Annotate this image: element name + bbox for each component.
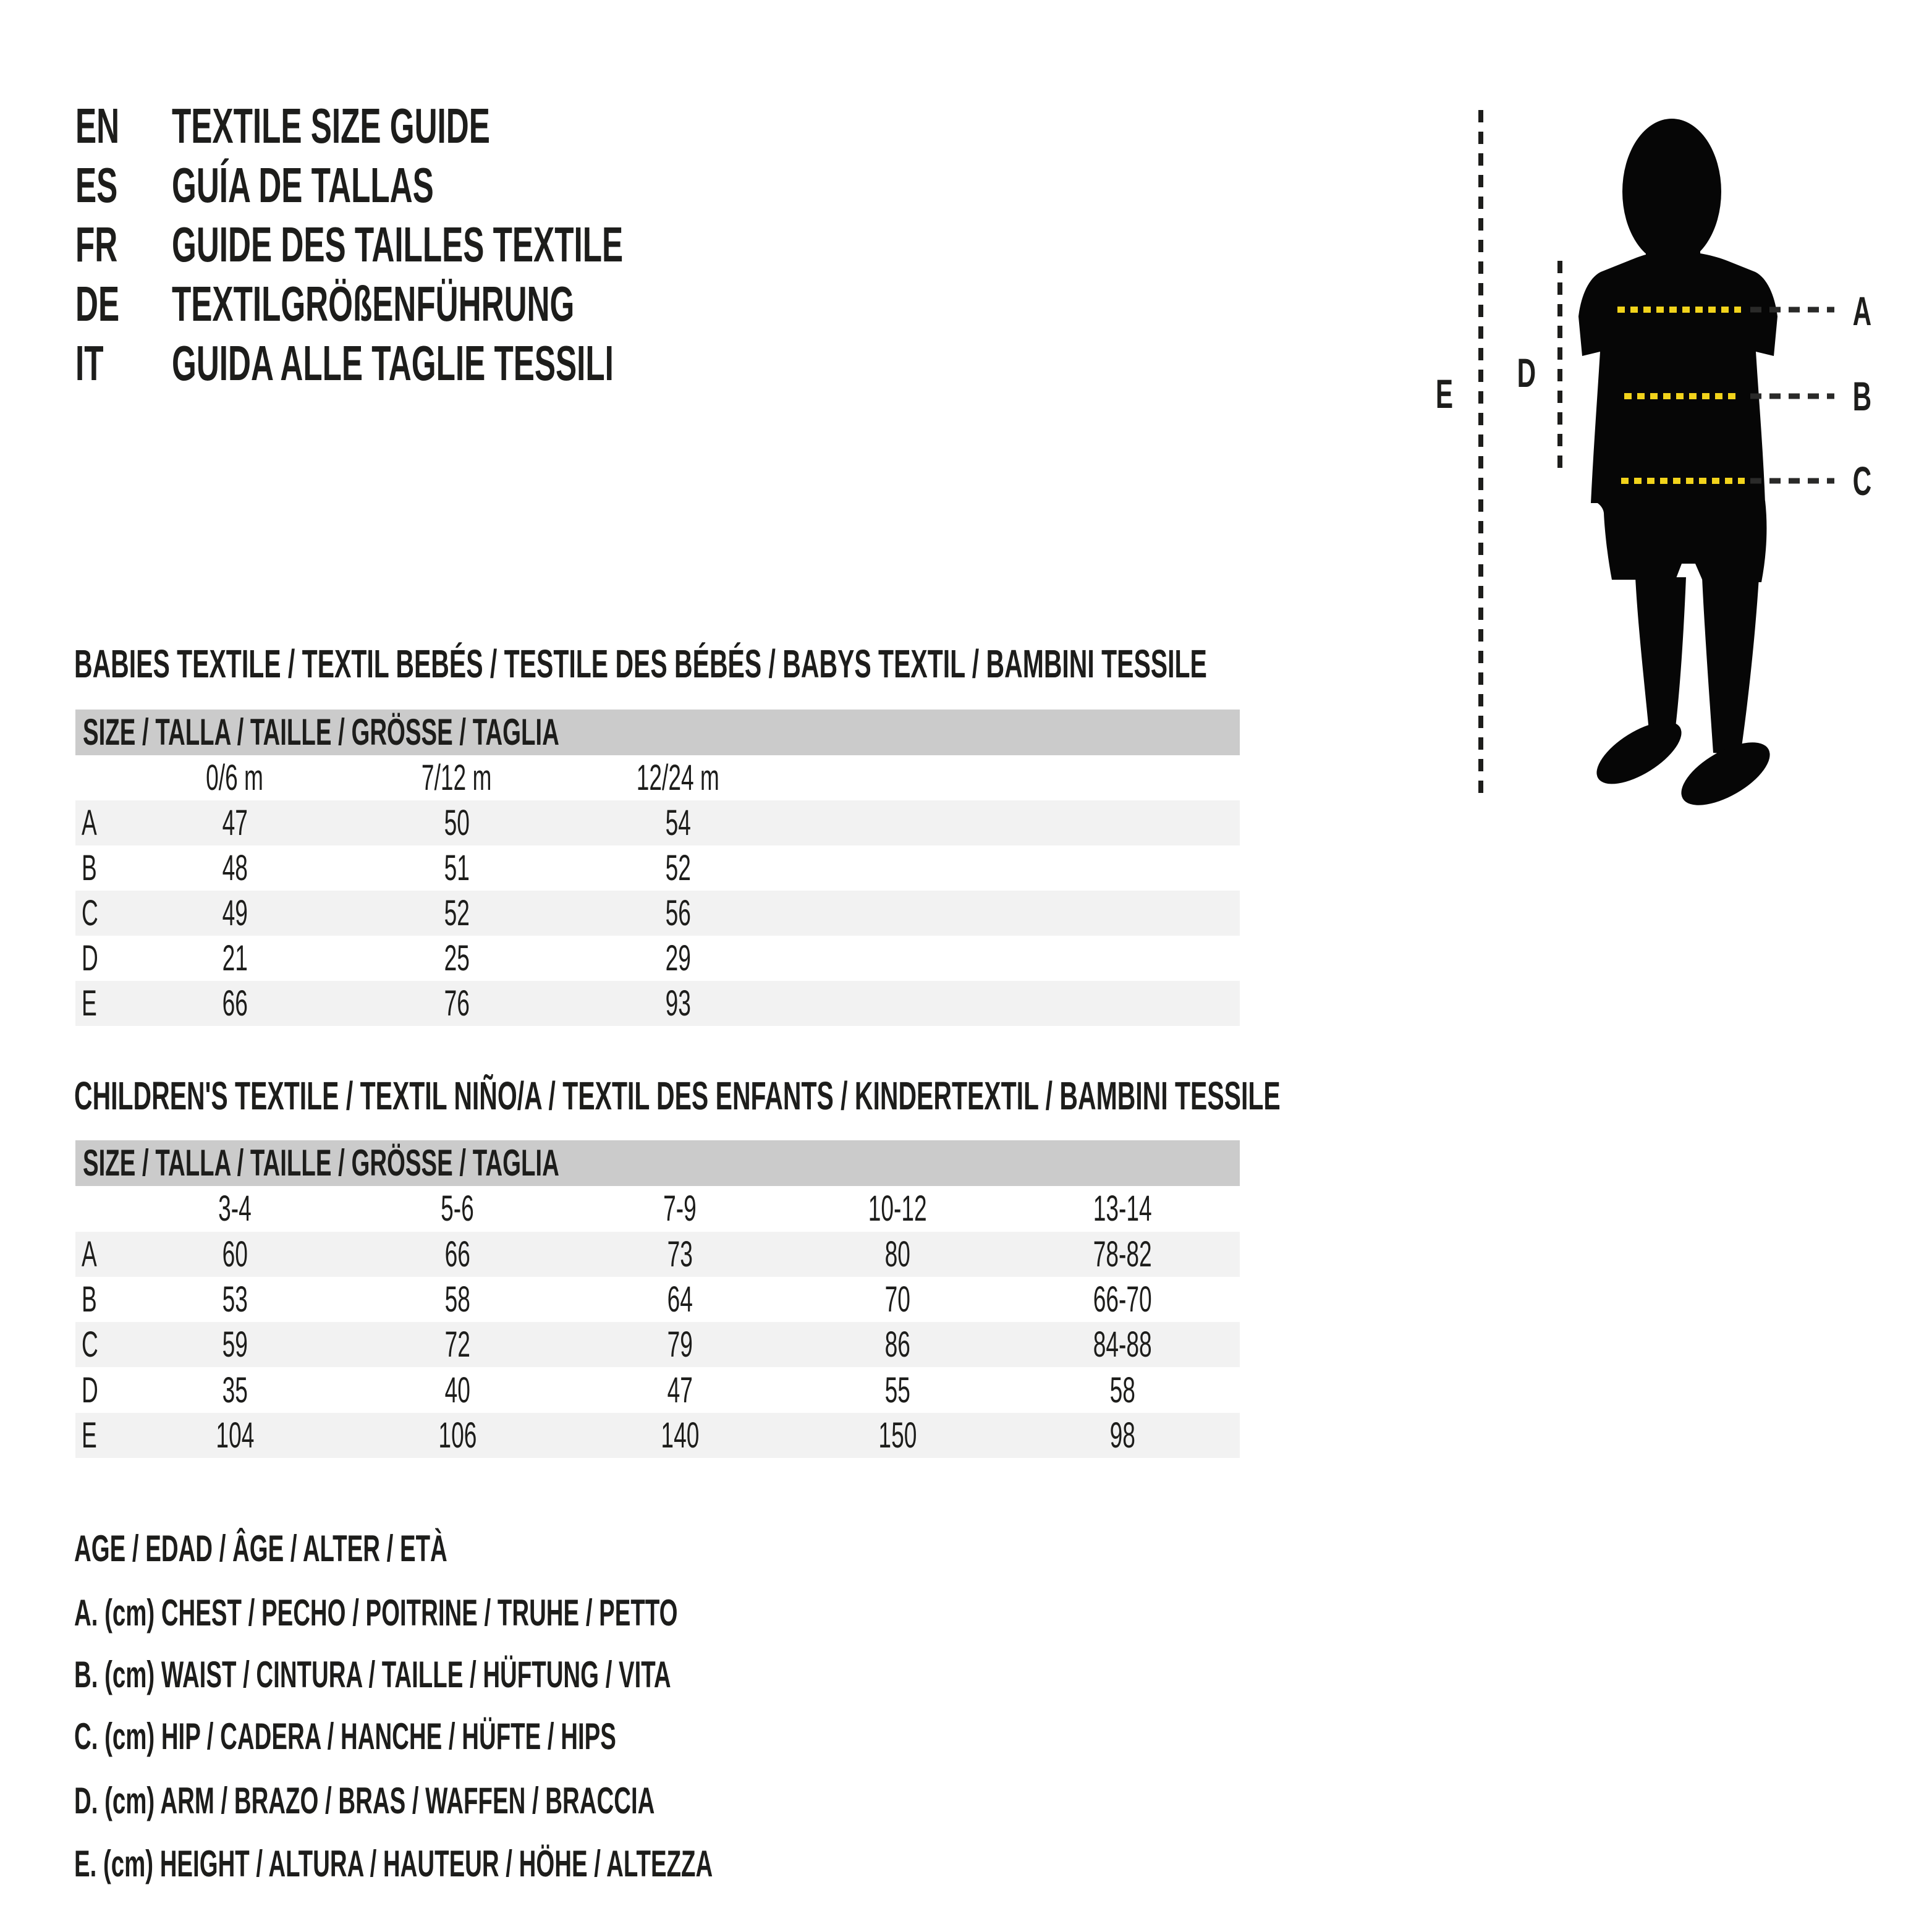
table-cell: 60 — [222, 1234, 248, 1274]
row-label: C — [82, 893, 98, 933]
measure-label-e: E — [1435, 371, 1454, 417]
row-label: A — [82, 1234, 97, 1274]
table-cell: 86 — [884, 1324, 910, 1365]
children-size-header-text: SIZE / TALLA / TAILLE / GRÖSSE / TAGLIA — [83, 1142, 559, 1184]
table-cell: 66-70 — [1093, 1279, 1152, 1320]
table-cell: 29 — [665, 938, 691, 978]
table-cell: 35 — [222, 1370, 248, 1410]
table-cell: 66 — [444, 1234, 470, 1274]
measure-label-a: A — [1852, 288, 1872, 334]
babies-size-header-text: SIZE / TALLA / TAILLE / GRÖSSE / TAGLIA — [83, 711, 559, 753]
column-header: 7/12 m — [422, 758, 492, 798]
table-cell: 58 — [1109, 1370, 1135, 1410]
table-cell: 70 — [884, 1279, 910, 1320]
row-label: B — [82, 848, 97, 888]
row-label: E — [82, 983, 97, 1023]
babies-column-header-row — [75, 755, 1240, 800]
lang-title-text: TEXTILGRÖßENFÜHRUNG — [172, 276, 575, 331]
row-label: A — [82, 803, 97, 843]
column-header: 0/6 m — [206, 758, 264, 798]
legend-line-arm: D. (cm) ARM / BRAZO / BRAS / WAFFEN / BRACCIA — [74, 1780, 655, 1821]
measure-label-d: D — [1517, 350, 1536, 396]
table-cell: 80 — [884, 1234, 910, 1274]
table-cell: 48 — [222, 848, 248, 888]
table-cell: 52 — [444, 893, 470, 933]
babies-row-b — [75, 845, 1240, 891]
table-cell: 106 — [438, 1415, 477, 1455]
lang-code-label: ES — [75, 158, 118, 213]
table-cell: 150 — [878, 1415, 917, 1455]
table-cell: 52 — [665, 848, 691, 888]
children-row-b — [75, 1277, 1240, 1322]
table-cell: 78-82 — [1093, 1234, 1152, 1274]
table-cell: 47 — [222, 803, 248, 843]
children-row-a — [75, 1232, 1240, 1277]
table-cell: 54 — [665, 803, 691, 843]
column-header: 7-9 — [663, 1188, 697, 1229]
lang-code-label: DE — [75, 276, 120, 331]
measurement-diagram — [1409, 105, 1932, 810]
lang-title-text: GUIDE DES TAILLES TEXTILE — [172, 217, 624, 272]
legend-line-waist: B. (cm) WAIST / CINTURA / TAILLE / HÜFTUNG / VITA — [74, 1654, 671, 1695]
babies-row-c — [75, 891, 1240, 936]
children-row-c — [75, 1322, 1240, 1367]
column-header: 12/24 m — [636, 758, 720, 798]
legend-line-height: E. (cm) HEIGHT / ALTURA / HAUTEUR / HÖHE / ALTEZZA — [74, 1843, 713, 1884]
table-cell: 58 — [444, 1279, 470, 1320]
children-row-d — [75, 1368, 1240, 1413]
column-header: 13-14 — [1093, 1188, 1152, 1229]
measure-label-b: B — [1852, 373, 1872, 419]
table-cell: 140 — [661, 1415, 699, 1455]
table-cell: 49 — [222, 893, 248, 933]
children-section-title: CHILDREN'S TEXTILE / TEXTIL NIÑO/A / TEXTIL DES ENFANTS / KINDERTEXTIL / BAMBINI TESSILE — [74, 1074, 1281, 1118]
table-cell: 64 — [667, 1279, 693, 1320]
table-cell: 98 — [1109, 1415, 1135, 1455]
table-cell: 59 — [222, 1324, 248, 1365]
table-cell: 76 — [444, 983, 470, 1023]
table-cell: 55 — [884, 1370, 910, 1410]
lang-code-label: FR — [75, 217, 118, 272]
table-cell: 73 — [667, 1234, 693, 1274]
lang-title-text: GUIDA ALLE TAGLIE TESSILI — [172, 336, 614, 391]
table-cell: 79 — [667, 1324, 693, 1365]
lang-code-label: IT — [75, 336, 104, 391]
table-cell: 104 — [216, 1415, 254, 1455]
lang-code-label: EN — [75, 98, 120, 153]
table-cell: 56 — [665, 893, 691, 933]
legend-line-age: AGE / EDAD / ÂGE / ALTER / ETÀ — [74, 1528, 447, 1569]
row-label: B — [82, 1279, 97, 1320]
table-cell: 53 — [222, 1279, 248, 1320]
table-cell: 93 — [665, 983, 691, 1023]
table-cell: 47 — [667, 1370, 693, 1410]
children-size-header-bar — [75, 1140, 1240, 1186]
table-cell: 72 — [444, 1324, 470, 1365]
babies-row-a — [75, 800, 1240, 845]
legend-line-chest: A. (cm) CHEST / PECHO / POITRINE / TRUHE / PETTO — [74, 1592, 678, 1633]
table-cell: 66 — [222, 983, 248, 1023]
table-cell: 25 — [444, 938, 470, 978]
row-label: E — [82, 1415, 97, 1455]
table-cell: 21 — [222, 938, 248, 978]
column-header: 3-4 — [218, 1188, 252, 1229]
table-cell: 51 — [444, 848, 470, 888]
lang-title-text: TEXTILE SIZE GUIDE — [172, 98, 490, 153]
row-label: D — [82, 1370, 98, 1410]
babies-row-e — [75, 981, 1240, 1026]
row-label: D — [82, 938, 98, 978]
babies-row-d — [75, 936, 1240, 981]
row-label: C — [82, 1324, 98, 1365]
column-header: 10-12 — [868, 1188, 927, 1229]
babies-size-header-bar — [75, 710, 1240, 755]
lang-title-text: GUÍA DE TALLAS — [172, 158, 434, 213]
babies-section-title: BABIES TEXTILE / TEXTIL BEBÉS / TESTILE DES BÉBÉS / BABYS TEXTIL / BAMBINI TESSILE — [74, 642, 1207, 686]
legend-line-hip: C. (cm) HIP / CADERA / HANCHE / HÜFTE / HIPS — [74, 1716, 616, 1757]
measure-label-c: C — [1852, 458, 1872, 504]
children-column-header-row — [75, 1186, 1240, 1231]
table-cell: 40 — [444, 1370, 470, 1410]
children-row-e — [75, 1413, 1240, 1458]
table-cell: 50 — [444, 803, 470, 843]
table-cell: 84-88 — [1093, 1324, 1152, 1365]
column-header: 5-6 — [441, 1188, 474, 1229]
child-silhouette — [1578, 119, 1779, 810]
